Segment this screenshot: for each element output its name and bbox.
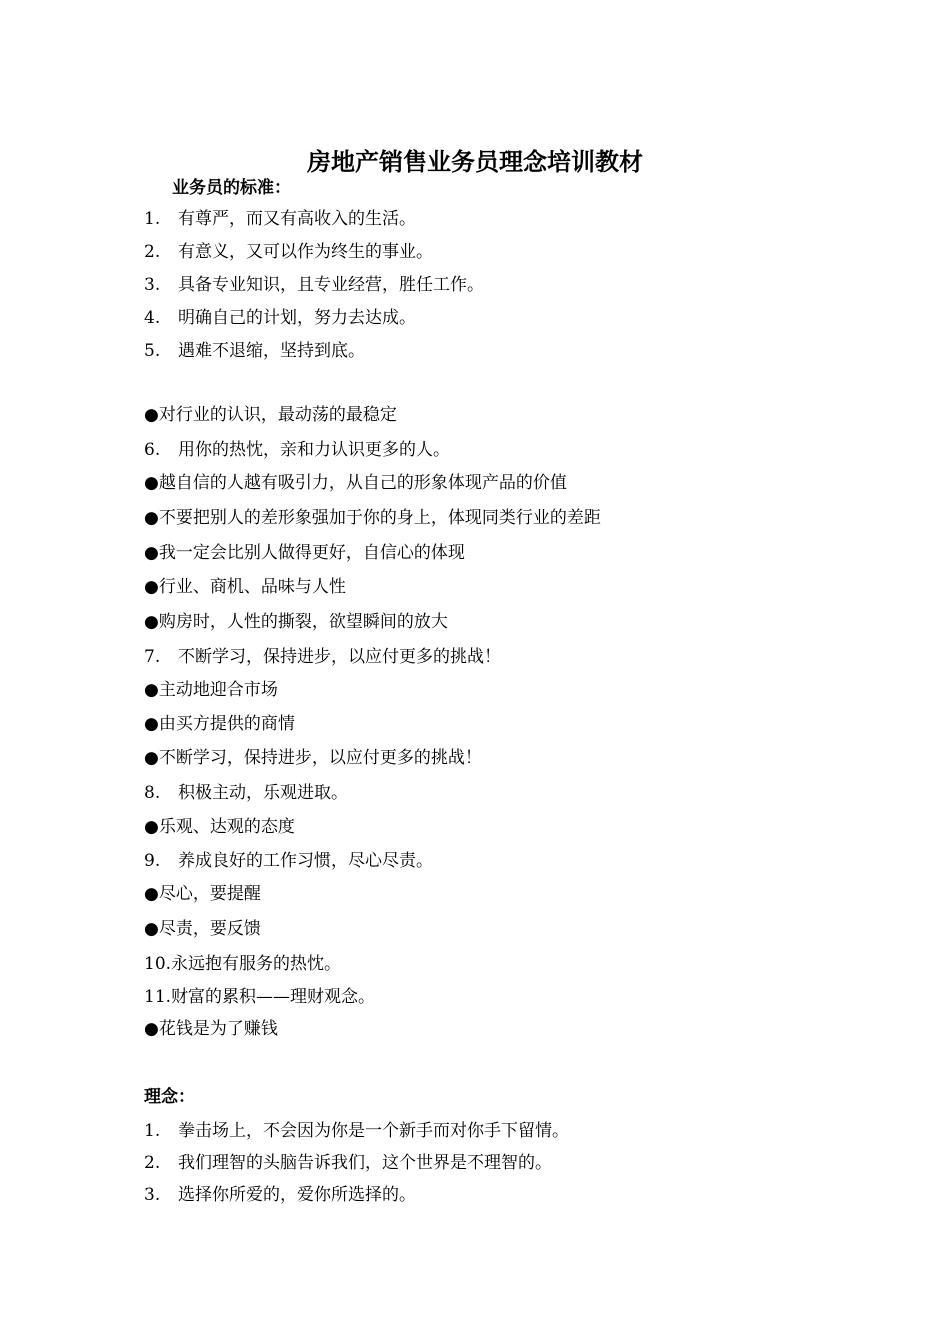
list-text: 我们理智的头脑告诉我们，这个世界是不理智的。 xyxy=(178,1153,552,1173)
list-item xyxy=(144,645,501,669)
list-item xyxy=(144,952,341,976)
list-number: 6. xyxy=(144,440,161,460)
list-text: 花钱是为了赚钱 xyxy=(158,1019,278,1039)
list-item xyxy=(144,1183,416,1207)
list-text: 越自信的人越有吸引力，从自己的形象体现产品的价值 xyxy=(158,473,567,493)
list-text: 明确自己的计划，努力去达成。 xyxy=(178,308,416,328)
list-text: 我一定会比别人做得更好，自信心的体现 xyxy=(158,543,465,563)
bullet-icon: ● xyxy=(144,612,159,632)
bullet-icon: ● xyxy=(144,817,159,837)
bullet-item xyxy=(144,403,397,427)
list-number: 10. xyxy=(144,954,172,974)
list-text: 有尊严，而又有高收入的生活。 xyxy=(178,209,416,229)
bullet-icon: ● xyxy=(144,508,159,528)
bullet-item xyxy=(144,506,601,530)
bullet-icon: ● xyxy=(144,405,159,425)
list-item xyxy=(144,207,416,231)
list-number: 2. xyxy=(144,242,161,262)
list-text: 不断学习，保持进步，以应付更多的挑战！ xyxy=(158,748,482,768)
list-number: 1. xyxy=(144,209,161,229)
bullet-item xyxy=(144,610,448,634)
list-text: 行业、商机、品味与人性 xyxy=(158,577,346,597)
list-number: 9. xyxy=(144,851,161,871)
list-text: 遇难不退缩，坚持到底。 xyxy=(178,341,365,361)
list-text: 尽心，要提醒 xyxy=(158,884,261,904)
list-text: 对行业的认识，最动荡的最稳定 xyxy=(158,405,397,425)
list-text: 积极主动，乐观进取。 xyxy=(178,783,348,803)
document-title: 房地产销售业务员理念培训教材 xyxy=(307,147,643,176)
bullet-icon: ● xyxy=(144,680,159,700)
list-item xyxy=(144,273,484,297)
list-text: 财富的累积——理财观念。 xyxy=(171,987,376,1007)
list-number: 8. xyxy=(144,783,161,803)
bullet-icon: ● xyxy=(144,919,159,939)
list-number: 1. xyxy=(144,1121,161,1141)
list-item xyxy=(144,240,433,264)
list-item xyxy=(144,306,416,330)
bullet-item xyxy=(144,746,482,770)
section-heading-standards: 业务员的标准： xyxy=(172,178,291,198)
list-text: 不要把别人的差形象强加于你的身上，体现同类行业的差距 xyxy=(158,508,601,528)
list-number: 7. xyxy=(144,647,161,667)
bullet-item xyxy=(144,815,295,839)
list-text: 有意义，又可以作为终生的事业。 xyxy=(178,242,433,262)
list-text: 尽责，要反馈 xyxy=(158,919,261,939)
section-heading-concepts: 理念： xyxy=(144,1087,195,1107)
bullet-icon: ● xyxy=(144,473,159,493)
bullet-item xyxy=(144,575,346,599)
list-text: 由买方提供的商情 xyxy=(158,714,295,734)
list-item xyxy=(144,849,433,873)
bullet-icon: ● xyxy=(144,1019,159,1039)
list-number: 3. xyxy=(144,275,161,295)
bullet-icon: ● xyxy=(144,748,159,768)
list-text: 养成良好的工作习惯，尽心尽责。 xyxy=(178,851,433,871)
list-number: 5. xyxy=(144,341,161,361)
list-number: 2. xyxy=(144,1153,161,1173)
list-item xyxy=(144,985,375,1009)
bullet-icon: ● xyxy=(144,884,159,904)
list-text: 购房时，人性的撕裂，欲望瞬间的放大 xyxy=(158,612,448,632)
bullet-icon: ● xyxy=(144,714,159,734)
list-text: 用你的热忱，亲和力认识更多的人。 xyxy=(178,440,450,460)
list-item xyxy=(144,781,348,805)
list-item xyxy=(144,1119,569,1143)
bullet-item xyxy=(144,541,465,565)
list-text: 选择你所爱的，爱你所选择的。 xyxy=(178,1185,416,1205)
bullet-item xyxy=(144,471,567,495)
bullet-item xyxy=(144,917,261,941)
list-item xyxy=(144,1151,552,1175)
list-text: 不断学习，保持进步，以应付更多的挑战！ xyxy=(178,647,501,667)
list-number: 11. xyxy=(144,987,172,1007)
list-text: 主动地迎合市场 xyxy=(158,680,278,700)
list-number: 3. xyxy=(144,1185,161,1205)
bullet-item xyxy=(144,712,295,736)
list-item xyxy=(144,339,365,363)
list-item xyxy=(144,438,450,462)
bullet-icon: ● xyxy=(144,543,159,563)
list-text: 拳击场上，不会因为你是一个新手而对你手下留情。 xyxy=(178,1121,569,1141)
list-number: 4. xyxy=(144,308,161,328)
list-text: 具备专业知识，且专业经营，胜任工作。 xyxy=(178,275,484,295)
list-text: 乐观、达观的态度 xyxy=(158,817,295,837)
bullet-item xyxy=(144,678,278,702)
bullet-item xyxy=(144,1017,278,1041)
bullet-item xyxy=(144,882,261,906)
bullet-icon: ● xyxy=(144,577,159,597)
list-text: 永远抱有服务的热忱。 xyxy=(171,954,342,974)
